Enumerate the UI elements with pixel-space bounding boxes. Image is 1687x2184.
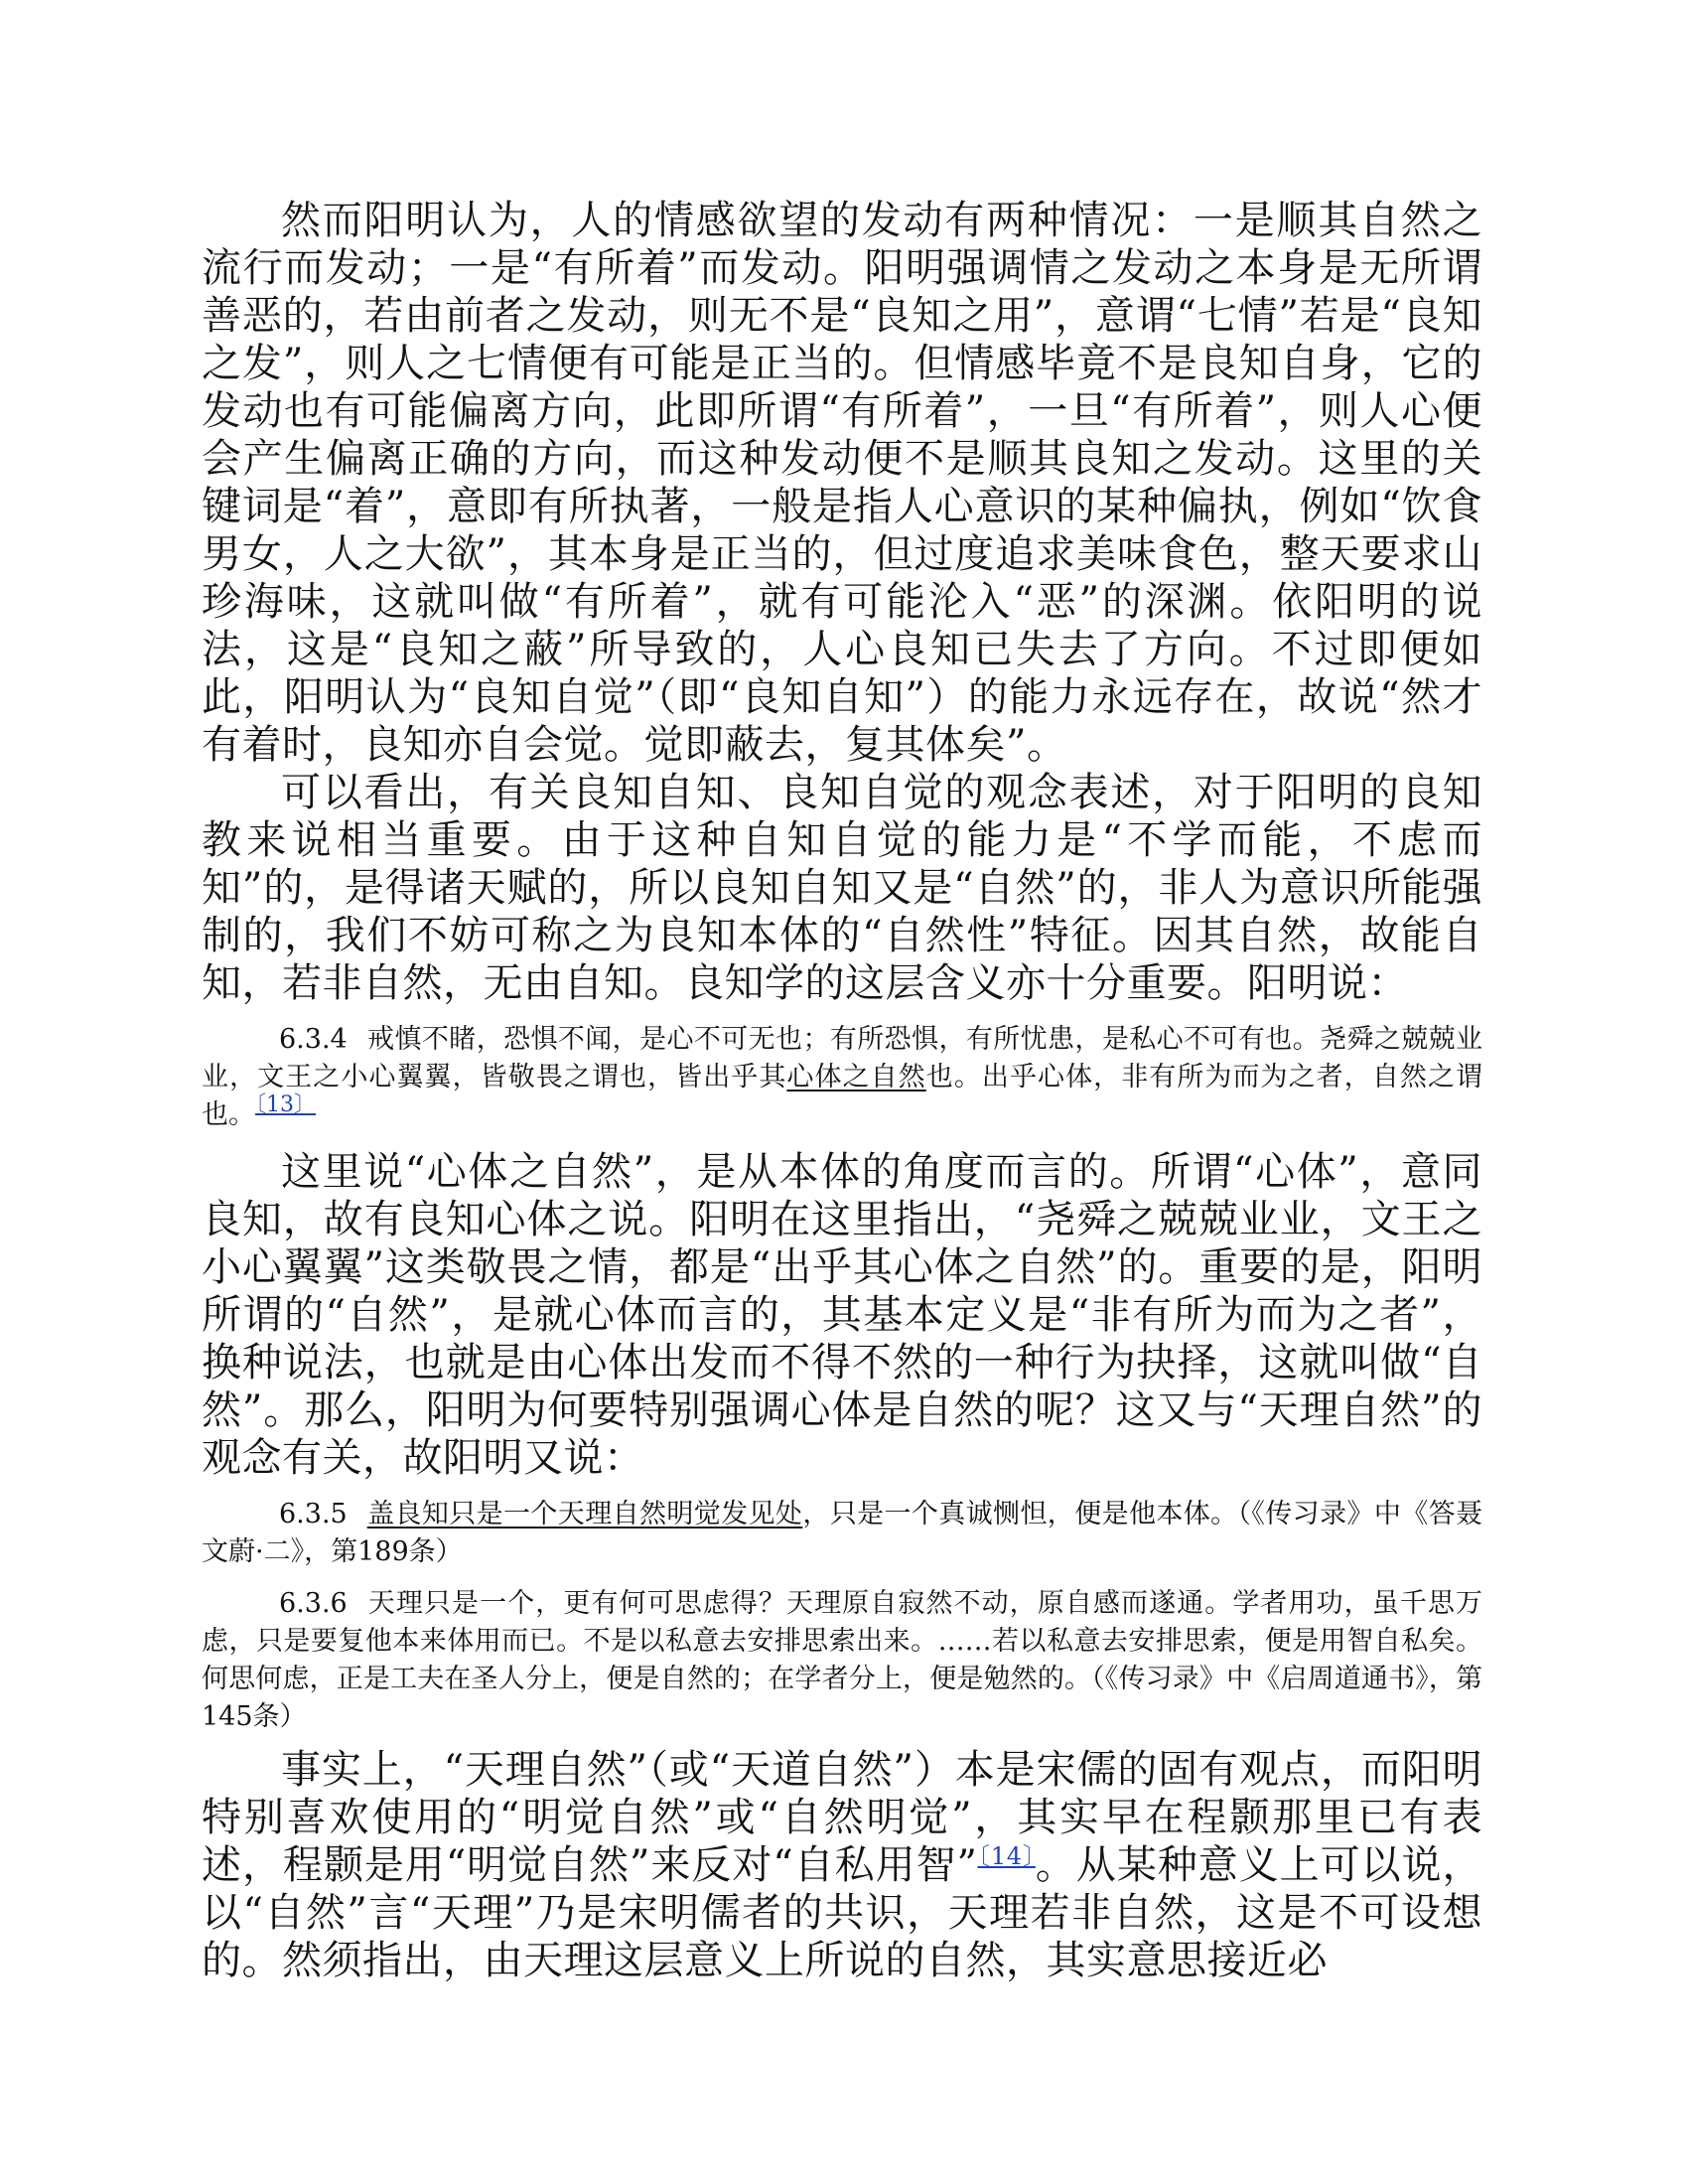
document-page <box>202 197 1482 1984</box>
paragraph-text: 事实上，“天理自然”（或“天道自然”）本是宋儒的固有观点，而阳明特别喜欢使用的“明觉自然”或“自然明觉”，其实早在程颢那里已有表述，程颢是用“明觉自然”来反对“自私用智” <box>202 1747 1482 1888</box>
quote-6-3-4 <box>202 1021 1482 1134</box>
quote-text: ，只是一个真诚恻怛，便是他本体。（《传习录》中《答聂文蔚·二》，第189条） <box>202 1499 1483 1567</box>
paragraph-2: 可以看出，有关良知自知、良知自觉的观念表述，对于阳明的良知教来说相当重要。由于这种自知自觉的能力是“不学而能，不虑而知”的，是得诸天赋的，所以良知自知又是“自然”的，非人为意识所能强制的，我们不妨可称之为良知本体的“自然性”特征。因其自然，故能自知，若非自然，无由自知。良知学的这层含义亦十分重要。阳明说： <box>202 770 1482 1006</box>
quote-number: 6.3.4 <box>279 1024 348 1055</box>
paragraph-1: 然而阳明认为，人的情感欲望的发动有两种情况：一是顺其自然之流行而发动；一是“有所着”而发动。阳明强调情之发动之本身是无所谓善恶的，若由前者之发动，则无不是“良知之用”，意谓“七情”若是“良知之发”，则人之七情便有可能是正当的。但情感毕竟不是良知自身，它的发动也有可能偏离方向，此即所谓“有所着”，一旦“有所着”，则人心便会产生偏离正确的方向，而这种发动便不是顺其良知之发动。这里的关键词是“着”，意即有所执著，一般是指人心意识的某种偏执，例如“饮食男女，人之大欲”，其本身是正当的，但过度追求美味食色，整天要求山珍海味，这就叫做“有所着”，就有可能沦入“恶”的深渊。依阳明的说法，这是“良知之蔽”所导致的，人心良知已失去了方向。不过即便如此，阳明认为“良知自觉”（即“良知自知”）的能力永远存在，故说“然才有着时，良知亦自会觉。觉即蔽去，复其体矣”。 <box>202 198 1482 768</box>
quote-text: 戒慎不睹，恐惧不闻，是心不可无也；有所恐惧，有所忧患，是私心不可有也。尧舜之兢兢业业，文王之小心翼翼，皆敬畏之谓也，皆出乎其 <box>202 1024 1482 1092</box>
footnote-link-14[interactable]: 〔14〕 <box>977 1842 1036 1870</box>
quote-number: 6.3.5 <box>279 1499 348 1529</box>
quote-number: 6.3.6 <box>279 1588 348 1619</box>
quote-underlined-text: 心体之自然 <box>786 1062 926 1092</box>
paragraph-3: 这里说“心体之自然”，是从本体的角度而言的。所谓“心体”，意同良知，故有良知心体之说。阳明在这里指出，“尧舜之兢兢业业，文王之小心翼翼”这类敬畏之情，都是“出乎其心体之自然”的。重要的是，阳明所谓的“自然”，是就心体而言的，其基本定义是“非有所为而为之者”，换种说法，也就是由心体出发而不得不然的一种行为抉择，这就叫做“自然”。那么，阳明为何要特别强调心体是自然的呢？这又与“天理自然”的观念有关，故阳明又说： <box>202 1149 1482 1481</box>
quote-6-3-6 <box>202 1585 1482 1736</box>
quote-6-3-5 <box>202 1496 1482 1571</box>
paragraph-4 <box>202 1746 1482 1984</box>
quote-underlined-text: 盖良知只是一个天理自然明觉发见处 <box>366 1499 803 1529</box>
quote-text: 也。出乎心体，非有所为而为之者，自然之谓也。 <box>202 1062 1483 1130</box>
footnote-link-13[interactable]: 〔13〕 <box>255 1092 316 1117</box>
quote-text: 天理只是一个，更有何可思虑得？天理原自寂然不动，原自感而遂通。学者用功，虽千思万虑，只是要复他本来体用而已。不是以私意去安排思索出来。……若以私意去安排思索，便是用智自私矣。何思何虑，正是工夫在圣人分上，便是自然的；在学者分上，便是勉然的。（《传习录》中《启周道通书》，第145条） <box>202 1588 1482 1732</box>
paragraph-text: 。从某种意义上可以说，以“自然”言“天理”乃是宋明儒者的共识，天理若非自然，这是不可设想的。然须指出，由天理这层意义上所说的自然，其实意思接近必 <box>202 1842 1483 1983</box>
